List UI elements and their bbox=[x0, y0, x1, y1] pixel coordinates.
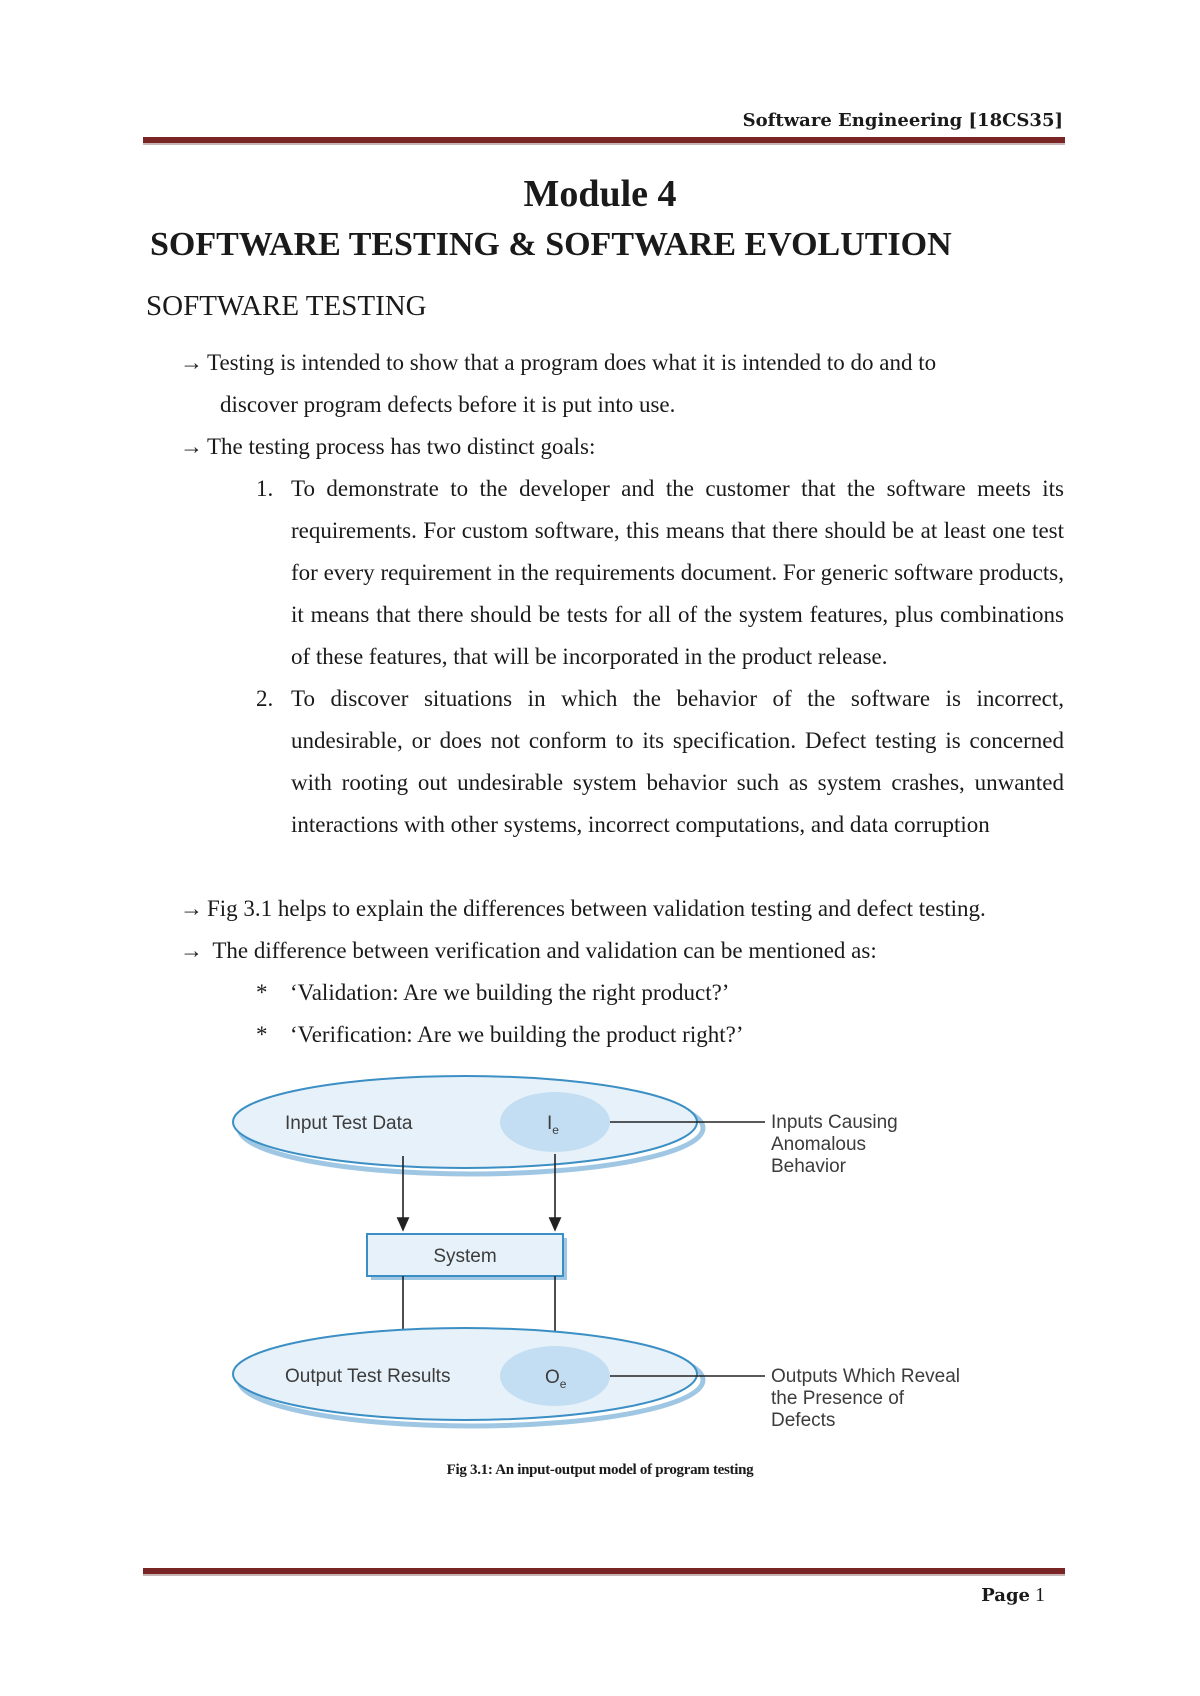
output-annotation: Outputs Which Reveal the Presence of Defects bbox=[771, 1366, 961, 1431]
paragraph-testing-intent-cont: discover program defects before it is put into use. bbox=[220, 392, 676, 417]
input-label: Input Test Data bbox=[285, 1113, 413, 1134]
module-title: Module 4 bbox=[523, 173, 677, 215]
bullet-star: * bbox=[256, 980, 268, 1005]
arrow-icon: → bbox=[180, 434, 203, 459]
input-subset-label: $I_e$ bbox=[547, 1113, 559, 1137]
io-model-diagram bbox=[225, 1062, 1005, 1442]
paragraph-testing-intent: → Testing is intended to show that a program does what it is intended to do and to bbox=[180, 342, 936, 384]
running-header: Software Engineering [18CS35] bbox=[742, 110, 1063, 131]
system-label: System bbox=[433, 1246, 497, 1267]
page-number: 1 bbox=[1035, 1584, 1045, 1606]
bullet-star: * bbox=[256, 1022, 268, 1047]
output-label: Output Test Results bbox=[285, 1366, 451, 1387]
output-subset-label: $O_e$ bbox=[545, 1367, 567, 1391]
figure-caption: Fig 3.1: An input-output model of program testing bbox=[446, 1462, 754, 1478]
arrow-icon: → bbox=[180, 896, 203, 921]
paragraph-vv-intro: → The difference between verification and validation can be mentioned as: bbox=[180, 930, 877, 972]
bullet-text: ‘Verification: Are we building the product right?’ bbox=[290, 1022, 744, 1047]
goal-number: 1. bbox=[256, 476, 274, 501]
paragraph-fig-reference: → Fig 3.1 helps to explain the differences between validation testing and defect testing. bbox=[180, 888, 986, 930]
input-annotation: Inputs Causing Anomalous Behavior bbox=[771, 1112, 898, 1177]
input-subset-ellipse bbox=[500, 1092, 610, 1152]
goal-item-2 bbox=[256, 678, 1064, 846]
section-title: SOFTWARE TESTING bbox=[146, 290, 427, 322]
goal-item-1 bbox=[256, 468, 1064, 678]
goal-number: 2. bbox=[256, 686, 274, 711]
arrow-icon: → bbox=[180, 938, 203, 963]
bullet-text: ‘Validation: Are we building the right product?’ bbox=[290, 980, 730, 1005]
bullet-validation bbox=[256, 972, 729, 1014]
figure-io-model bbox=[225, 1062, 1005, 1442]
paragraph-goals-intro: → The testing process has two distinct goals: bbox=[180, 426, 595, 468]
bullet-verification bbox=[256, 1014, 743, 1056]
goal-text: To discover situations in which the behavior of the software is incorrect, undesirable, or does not conform to its specification. Defect testing is concerned with rooting out undesirable system behavior such as system crashes, unwanted interactions with other systems, incorrect computations, and data corruption bbox=[291, 686, 1064, 837]
page-footer bbox=[143, 1584, 1045, 1607]
page-label: Page bbox=[981, 1585, 1030, 1606]
arrow-icon: → bbox=[180, 350, 203, 375]
header-rule bbox=[143, 137, 1065, 145]
main-title: SOFTWARE TESTING & SOFTWARE EVOLUTION bbox=[150, 226, 952, 263]
goal-text: To demonstrate to the developer and the customer that the software meets its requirements. For custom software, this means that there should be at least one test for every requirement in the requirements document. For generic software products, it means that there should be tests for all of the system features, plus combinations of these features, that will be incorporated in the product release. bbox=[291, 476, 1064, 669]
footer-rule bbox=[143, 1568, 1065, 1576]
